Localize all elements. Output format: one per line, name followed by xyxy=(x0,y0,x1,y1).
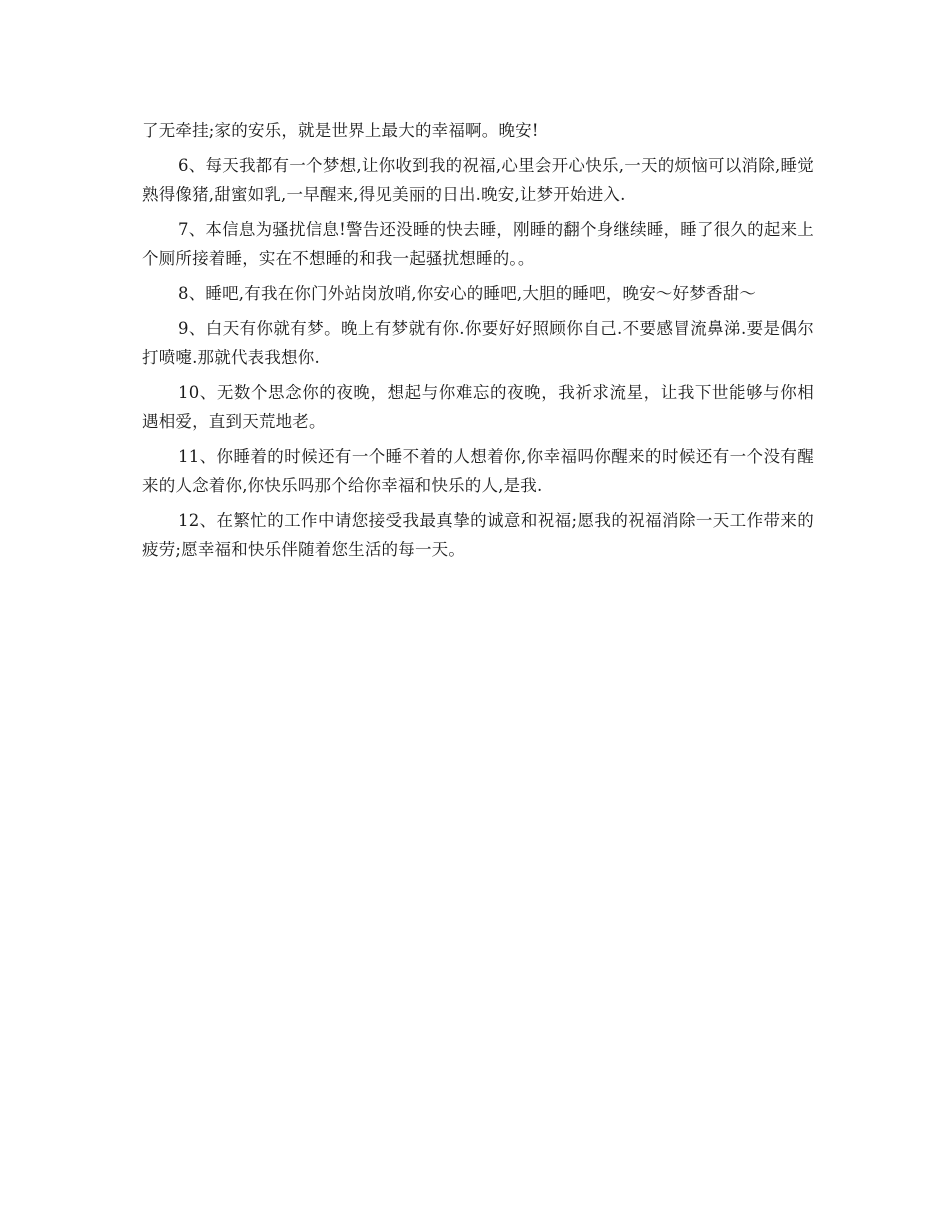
paragraph-item-6: 6、每天我都有一个梦想,让你收到我的祝福,心里会开心快乐,一天的烦恼可以消除,睡觉熟得像猪,甜蜜如乳,一早醒来,得见美丽的日出.晚安,让梦开始进入. xyxy=(142,156,814,204)
paragraph-item-12: 12、在繁忙的工作中请您接受我最真挚的诚意和祝福;愿我的祝福消除一天工作带来的疲劳;愿幸福和快乐伴随着您生活的每一天。 xyxy=(142,511,814,559)
paragraph-item-8: 8、睡吧,有我在你门外站岗放哨,你安心的睡吧,大胆的睡吧，晚安～好梦香甜～ xyxy=(178,284,757,303)
paragraph-item-9: 9、白天有你就有梦。晚上有梦就有你.你要好好照顾你自己.不要感冒流鼻涕.要是偶尔打喷嚏.那就代表我想你. xyxy=(142,319,814,367)
paragraph-item-7: 7、本信息为骚扰信息!警告还没睡的快去睡，刚睡的翻个身继续睡，睡了很久的起来上个厕所接着睡，实在不想睡的和我一起骚扰想睡的。。 xyxy=(142,220,814,268)
document-body xyxy=(142,116,814,570)
paragraph-continuation: 了无牵挂;家的安乐，就是世界上最大的幸福啊。晚安! xyxy=(142,121,539,140)
paragraph-item-11: 11、你睡着的时候还有一个睡不着的人想着你,你幸福吗你醒来的时候还有一个没有醒来的人念着你,你快乐吗那个给你幸福和快乐的人,是我. xyxy=(142,447,814,495)
paragraph-item-10: 10、无数个思念你的夜晚，想起与你难忘的夜晚，我祈求流星，让我下世能够与你相遇相爱，直到天荒地老。 xyxy=(142,383,814,431)
